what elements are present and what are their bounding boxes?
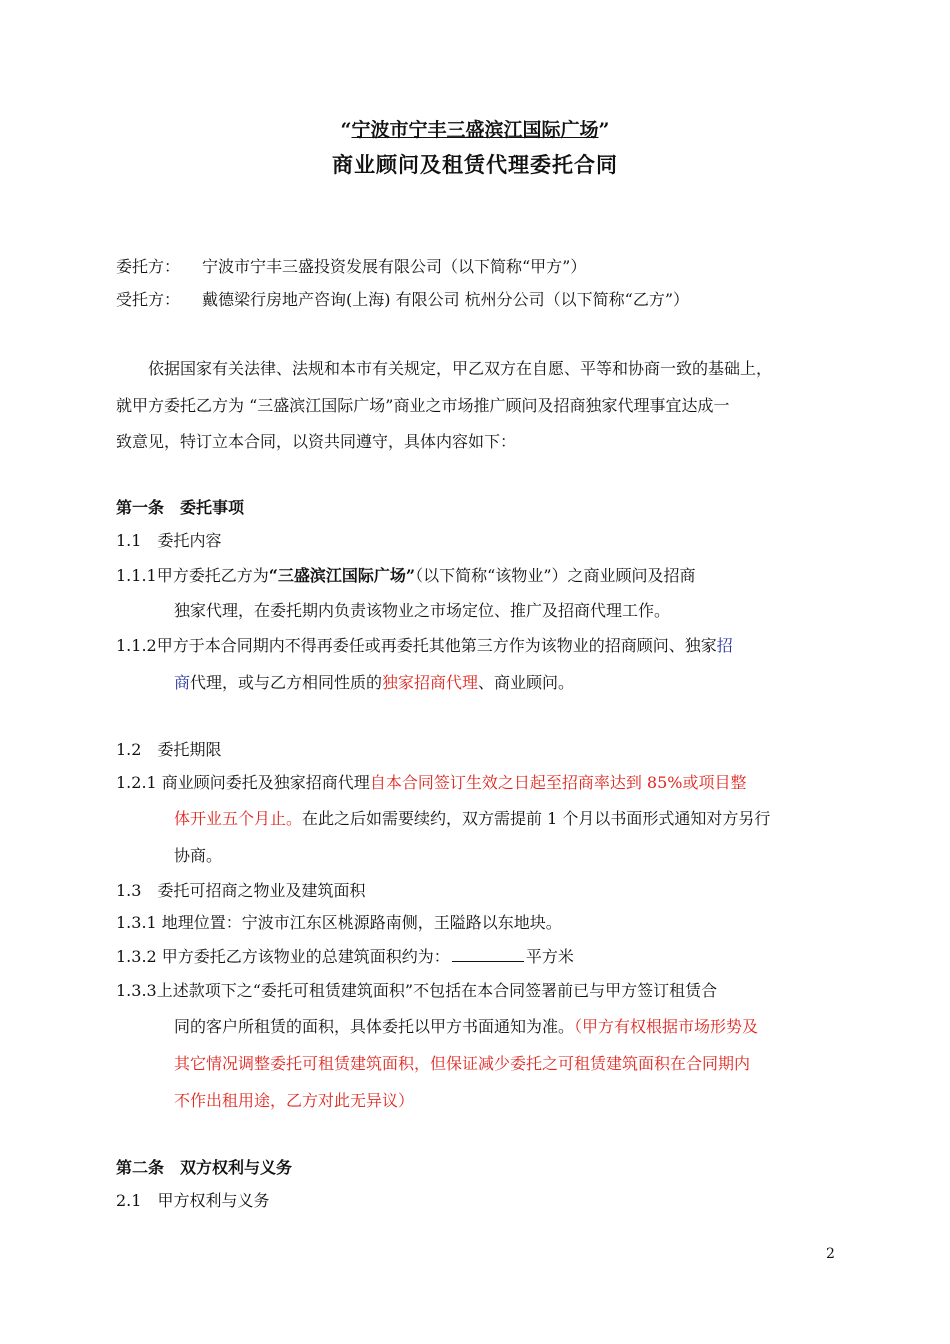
client-party xyxy=(116,257,586,277)
clause-1-1-2-text-2: 代理，或与乙方相同性质的 xyxy=(190,673,383,692)
clause-1-1-2-text: 1.1.2甲方于本合同期内不得再委任或再委托其他第三方作为该物业的招商顾问、独家 xyxy=(116,636,717,655)
clause-1-3-3-red-2: 其它情况调整委托可租赁建筑面积，但保证减少委托之可租赁建筑面积在合同期内 xyxy=(174,1054,751,1073)
clause-1-3-3-text-2: 同的客户所租赁的面积，具体委托以甲方书面通知为准。 xyxy=(174,1017,575,1036)
clause-1-3-3: 1.3.3上述款项下之“委托可租赁建筑面积”不包括在本合同签署前已与甲方签订租赁合 xyxy=(116,981,718,1000)
agent-value: 戴德梁行房地产咨询(上海) 有限公司 杭州分公司（以下简称“乙方”） xyxy=(202,290,690,309)
clause-1-2-1-cont xyxy=(174,809,770,829)
clause-1-1-2-text-3: 、商业顾问。 xyxy=(478,673,575,692)
clause-1-1-1-text: 1.1.1甲方委托乙方为 xyxy=(116,566,269,585)
clause-1-1-1-text-2: （以下简称“该物业”）之商业顾问及招商 xyxy=(415,566,696,585)
section-1-1: 1.1 委托内容 xyxy=(116,531,222,550)
clause-1-3-3-red: （甲方有权根据市场形势及 xyxy=(574,1017,759,1036)
clause-1-2-1-red-2: 体开业五个月止。 xyxy=(174,809,303,828)
intro-line-3: 致意见，特订立本合同，以资共同遵守，具体内容如下： xyxy=(116,432,517,451)
area-blank-field xyxy=(452,946,524,962)
intro-line-1: 依据国家有关法律、法规和本市有关规定，甲乙双方在自愿、平等和协商一致的基础上， xyxy=(148,359,773,378)
clause-1-3-3-red-3: 不作出租用途，乙方对此无异议） xyxy=(174,1091,415,1110)
agent-party xyxy=(116,290,689,310)
clause-1-1-2-blue-1: 招 xyxy=(716,636,733,655)
clause-1-2-1-end: 协商。 xyxy=(174,846,223,865)
client-value: 宁波市宁丰三盛投资发展有限公司（以下简称“甲方”） xyxy=(202,257,587,276)
clause-1-1-1-project: “三盛滨江国际广场” xyxy=(268,566,416,585)
area-unit: 平方米 xyxy=(525,947,574,966)
clause-1-2-1-red: 自本合同签订生效之日起至招商率达到 85%或项目整 xyxy=(369,773,747,792)
section-1-2: 1.2 委托期限 xyxy=(116,740,222,759)
clause-1-1-1 xyxy=(116,566,696,586)
clause-1-2-1-text: 1.2.1 商业顾问委托及独家招商代理 xyxy=(116,773,370,792)
clause-1-2-1 xyxy=(116,773,746,793)
clause-1-1-2 xyxy=(116,636,733,656)
document-title xyxy=(0,115,950,142)
clause-1-3-1: 1.3.1 地理位置：宁波市江东区桃源路南侧，王隘路以东地块。 xyxy=(116,913,562,932)
clause-1-1-2-red: 独家招商代理 xyxy=(382,673,479,692)
clause-1-1-1-cont: 独家代理，在委托期内负责该物业之市场定位、推广及招商代理工作。 xyxy=(174,601,671,620)
agent-label: 受托方： xyxy=(116,290,181,309)
clause-1-1-2-cont xyxy=(174,673,574,693)
clause-1-2-1-text-2: 在此之后如需要续约，双方需提前 1 个月以书面形式通知对方另行 xyxy=(302,809,771,828)
section-2-1: 2.1 甲方权利与义务 xyxy=(116,1191,270,1210)
document-subtitle: 商业顾问及租赁代理委托合同 xyxy=(332,152,618,177)
client-label: 委托方： xyxy=(116,257,181,276)
title-quote-open: “ xyxy=(340,119,352,141)
clause-1-1-2-blue-2: 商 xyxy=(174,673,191,692)
clause-1-3-2-text: 1.3.2 甲方委托乙方该物业的总建筑面积约为： xyxy=(116,947,450,966)
article-1-heading: 第一条 委托事项 xyxy=(116,498,245,517)
article-2-heading: 第二条 双方权利与义务 xyxy=(116,1158,293,1177)
intro-line-2: 就甲方委托乙方为 “三盛滨江国际广场”商业之市场推广顾问及招商独家代理事宜达成一 xyxy=(116,396,730,415)
section-1-3: 1.3 委托可招商之物业及建筑面积 xyxy=(116,881,366,900)
clause-1-3-2 xyxy=(116,946,574,967)
project-name: 宁波市宁丰三盛滨江国际广场 xyxy=(351,119,599,141)
title-quote-close: ” xyxy=(598,119,610,141)
page-number: 2 xyxy=(826,1246,835,1262)
clause-1-3-3-cont xyxy=(174,1017,758,1037)
